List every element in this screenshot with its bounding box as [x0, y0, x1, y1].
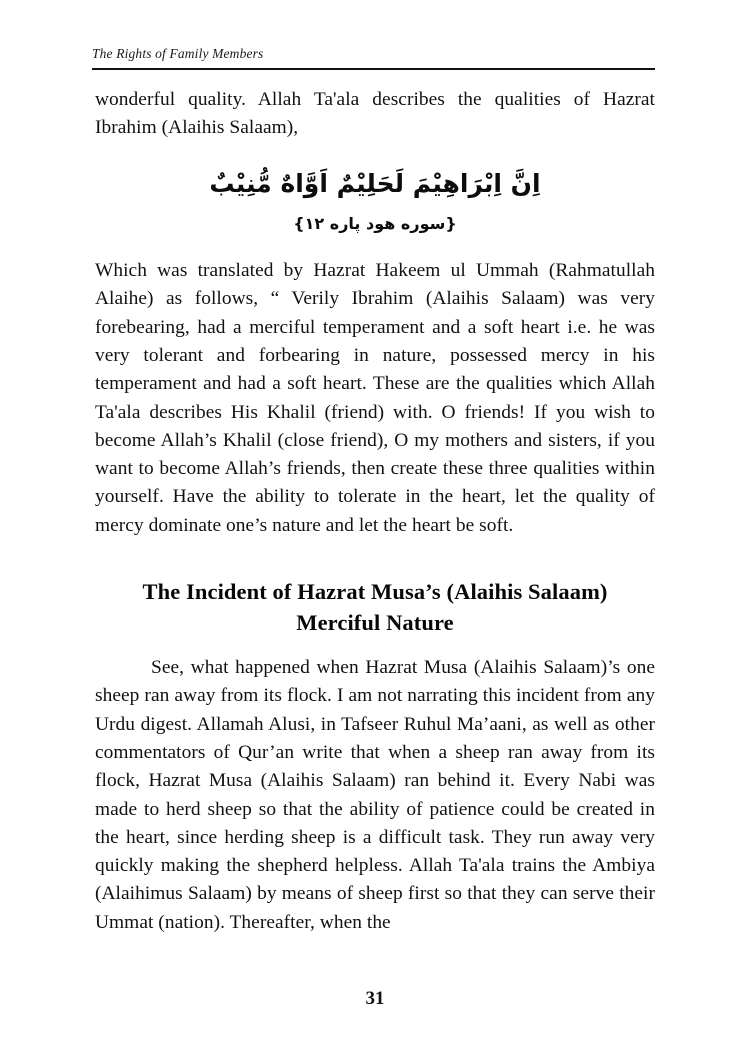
- verse-spacer: [95, 239, 655, 257]
- quran-verse-block: [95, 165, 655, 234]
- page-body-column: [95, 86, 655, 937]
- page-number: 31: [365, 988, 385, 1009]
- section-heading-line-1: The Incident of Hazrat Musa’s (Alaihis Salaam): [142, 579, 608, 605]
- paragraph-translation: Which was translated by Hazrat Hakeem ul Ummah (Rahmatullah Alaihe) as follows, “ Verily Ibrahim (Alaihis Salaam) was very forebearing, had a merciful temperament and a soft heart i.e. he was very tolerant and forbearing in nature, possessed mercy in his temperament and had a soft heart. These are the qualities which Allah Ta'ala describes His Khalil (friend) with. O friends! If you wish to become Allah’s Khalil (close friend), O my mothers and sisters, if you want to become Allah’s friends, then create these three qualities within yourself. Have the ability to tolerate in the heart, let the quality of mercy dominate one’s nature and let the heart be soft.: [95, 260, 655, 536]
- page-header: [92, 46, 655, 70]
- quran-verse-arabic: اِنَّ اِبْرَاهِيْمَ لَحَلِيْمٌ اَوَّاهٌ مُّنِيْبٌ: [209, 168, 541, 198]
- quran-verse-reference: {سوره هود پاره ۱۲}: [293, 214, 457, 234]
- running-header-title: The Rights of Family Members: [92, 46, 264, 61]
- paragraph-incident: See, what happened when Hazrat Musa (Alaihis Salaam)’s one sheep ran away from its flock. I am not narrating this incident from any Urdu digest. Allamah Alusi, in Tafseer Ruhul Ma’aani, as well as other commentators of Qur’an write that when a sheep ran away from its flock, Hazrat Musa (Alaihis Salaam) ran behind it. Every Nabi was made to herd sheep so that the ability of patience could be created in the heart, since herding sheep is a difficult task. They run away very quickly making the shepherd helpless. Allah Ta'ala trains the Ambiya (Alaihimus Salaam) by means of sheep first so that they can serve their Ummat (nation). Thereafter, when the: [95, 657, 655, 933]
- header-divider-rule: [92, 68, 655, 70]
- paragraph-continuation: wonderful quality. Allah Ta'ala describes the qualities of Hazrat Ibrahim (Alaihis Salaam),: [95, 89, 655, 139]
- section-heading-line-2: Merciful Nature: [296, 610, 454, 636]
- section-heading: [95, 576, 655, 638]
